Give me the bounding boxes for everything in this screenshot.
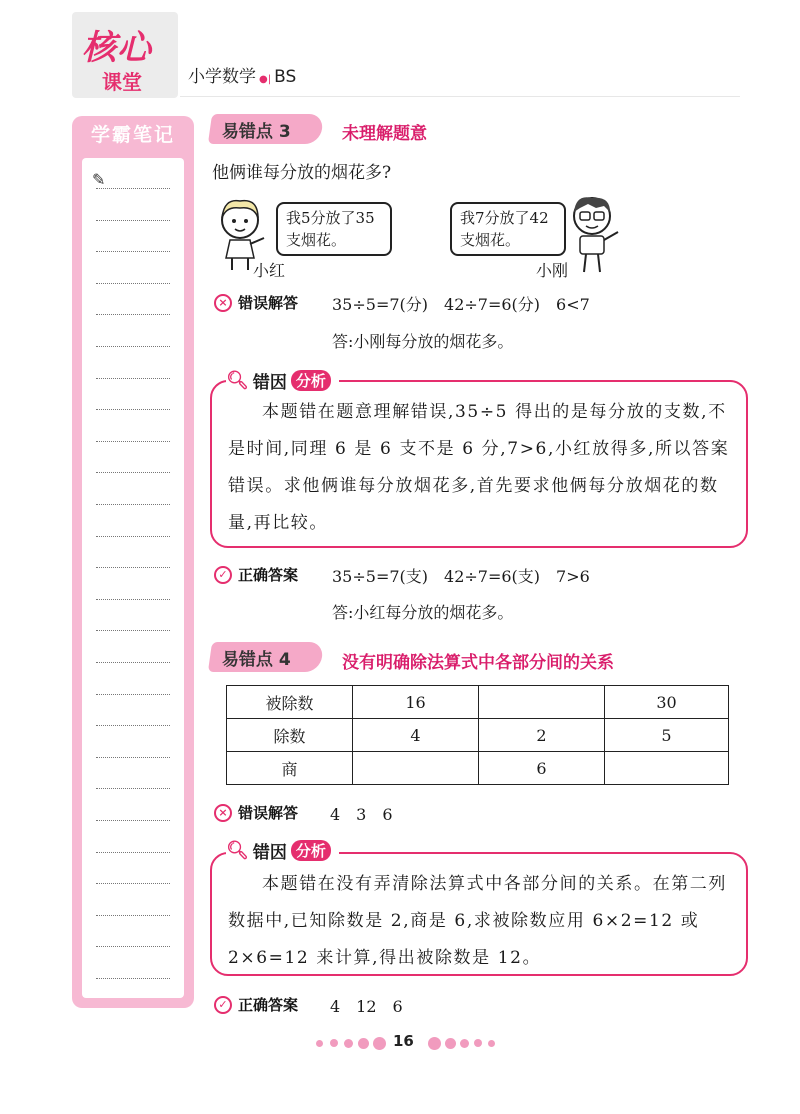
analysis-text-3: 本题错在题意理解错误,35÷5 得出的是每分放的支数,不是时间,同理 6 是 6 支不是 6 分,7>6,小红放得多,所以答案错误。求他俩谁每分放烟花多,首先要求他俩每分放烟花的数量,再比较。 — [228, 402, 730, 533]
note-line — [96, 567, 170, 568]
note-line — [96, 220, 170, 221]
edition-label: BS — [274, 67, 297, 87]
note-line — [96, 314, 170, 315]
note-line — [96, 409, 170, 410]
correct-mark-icon: ✓ — [214, 566, 232, 584]
table-cell — [353, 752, 479, 785]
footer-dot — [428, 1037, 441, 1050]
note-line — [96, 188, 170, 189]
correct-calculation-3: 35÷5=7(支) 42÷7=6(支) 7>6 — [332, 567, 590, 586]
separator-dots: ●| — [259, 74, 272, 85]
note-line — [96, 536, 170, 537]
note-line — [96, 441, 170, 442]
correct-answer-3: 答:小红每分放的烟花多。 — [332, 603, 514, 622]
error-point-4-label: 易错点 4 — [221, 650, 291, 670]
table-cell: 16 — [353, 686, 479, 719]
magnifier-icon: 🔍︎ — [226, 370, 249, 391]
footer-dot — [316, 1040, 323, 1047]
error-point-4-tag — [208, 642, 324, 672]
note-line — [96, 978, 170, 979]
note-line — [96, 504, 170, 505]
note-line — [96, 630, 170, 631]
note-line — [96, 946, 170, 947]
note-line — [96, 725, 170, 726]
analysis-box-3 — [210, 380, 748, 548]
brand-logo — [72, 12, 178, 98]
page-number: 16 — [393, 1032, 414, 1050]
table-row — [227, 752, 729, 785]
table-cell: 6 — [479, 752, 605, 785]
table-cell — [605, 752, 729, 785]
table-cell: 除数 — [227, 719, 353, 752]
wrong-mark-icon: × — [214, 294, 232, 312]
notes-paper[interactable] — [82, 158, 184, 998]
footer-dot — [488, 1040, 495, 1047]
analysis-title-b: 分析 — [291, 370, 331, 391]
wrong-label-text: 错误解答 — [238, 804, 299, 822]
pencil-icon: ✎ — [92, 170, 106, 189]
correct-calculation-4: 4 12 6 — [330, 997, 403, 1016]
wrong-answer-label-4 — [214, 802, 298, 823]
note-line — [96, 852, 170, 853]
subject-name: 小学数学 — [188, 67, 256, 87]
magnifier-icon: 🔍︎ — [226, 840, 249, 861]
subject-title — [188, 62, 296, 87]
table-cell: 30 — [605, 686, 729, 719]
analysis-title-3 — [226, 368, 339, 393]
wrong-calculation-3: 35÷5=7(分) 42÷7=6(分) 6<7 — [332, 295, 590, 314]
footer-dot — [344, 1039, 353, 1048]
footer-dot — [330, 1039, 338, 1047]
question-text: 他俩谁每分放的烟花多? — [212, 163, 392, 183]
wrong-mark-icon: × — [214, 804, 232, 822]
note-line — [96, 883, 170, 884]
analysis-title-b: 分析 — [291, 840, 331, 861]
speech-bubble-right: 我7分放了42支烟花。 — [450, 202, 566, 256]
correct-answer-label-3 — [214, 564, 298, 585]
error-point-3-tag — [208, 114, 324, 144]
note-line — [96, 283, 170, 284]
header-divider — [180, 96, 740, 97]
note-line — [96, 915, 170, 916]
wrong-calculation-4: 4 3 6 — [330, 805, 393, 824]
note-line — [96, 820, 170, 821]
analysis-box-4 — [210, 852, 748, 976]
note-line — [96, 346, 170, 347]
note-line — [96, 662, 170, 663]
speech-bubble-left: 我5分放了35支烟花。 — [276, 202, 392, 256]
table-cell: 被除数 — [227, 686, 353, 719]
table-cell: 5 — [605, 719, 729, 752]
brand-top: 核心 — [82, 28, 152, 68]
table-cell: 4 — [353, 719, 479, 752]
note-line — [96, 757, 170, 758]
table-cell: 商 — [227, 752, 353, 785]
table-cell — [479, 686, 605, 719]
footer-dot — [474, 1039, 482, 1047]
wrong-answer-label-3 — [214, 292, 298, 313]
footer-dot — [460, 1039, 469, 1048]
correct-answer-label-4 — [214, 994, 298, 1015]
brand-bottom: 课堂 — [102, 70, 142, 94]
note-line — [96, 788, 170, 789]
footer-dot — [373, 1037, 386, 1050]
table-cell: 2 — [479, 719, 605, 752]
correct-label-text: 正确答案 — [238, 996, 299, 1014]
name-left: 小红 — [253, 261, 286, 280]
analysis-title-a: 错因 — [252, 843, 287, 863]
error-point-3-label: 易错点 3 — [221, 122, 291, 142]
wrong-answer-3: 答:小刚每分放的烟花多。 — [332, 332, 514, 351]
wrong-label-text: 错误解答 — [238, 294, 299, 312]
sidebar-title: 学霸笔记 — [90, 124, 175, 146]
table-row — [227, 686, 729, 719]
analysis-text-4: 本题错在没有弄清除法算式中各部分间的关系。在第二列数据中,已知除数是 2,商是 6,求被除数应用 6×2=12 或 2×6=12 来计算,得出被除数是 12。 — [228, 874, 727, 968]
note-line — [96, 472, 170, 473]
note-line — [96, 694, 170, 695]
footer-dot — [445, 1038, 456, 1049]
boy-illustration — [566, 192, 626, 274]
division-table — [226, 685, 729, 785]
analysis-title-4 — [226, 838, 339, 863]
notes-sidebar — [72, 116, 194, 1008]
error-point-4-heading: 没有明确除法算式中各部分间的关系 — [342, 653, 614, 673]
note-line — [96, 378, 170, 379]
footer-dot — [358, 1038, 369, 1049]
correct-mark-icon: ✓ — [214, 996, 232, 1014]
analysis-title-a: 错因 — [252, 373, 287, 393]
name-right: 小刚 — [536, 261, 569, 280]
error-point-3-heading: 未理解题意 — [342, 124, 427, 144]
correct-label-text: 正确答案 — [238, 566, 299, 584]
note-line — [96, 251, 170, 252]
note-line — [96, 599, 170, 600]
table-row — [227, 719, 729, 752]
